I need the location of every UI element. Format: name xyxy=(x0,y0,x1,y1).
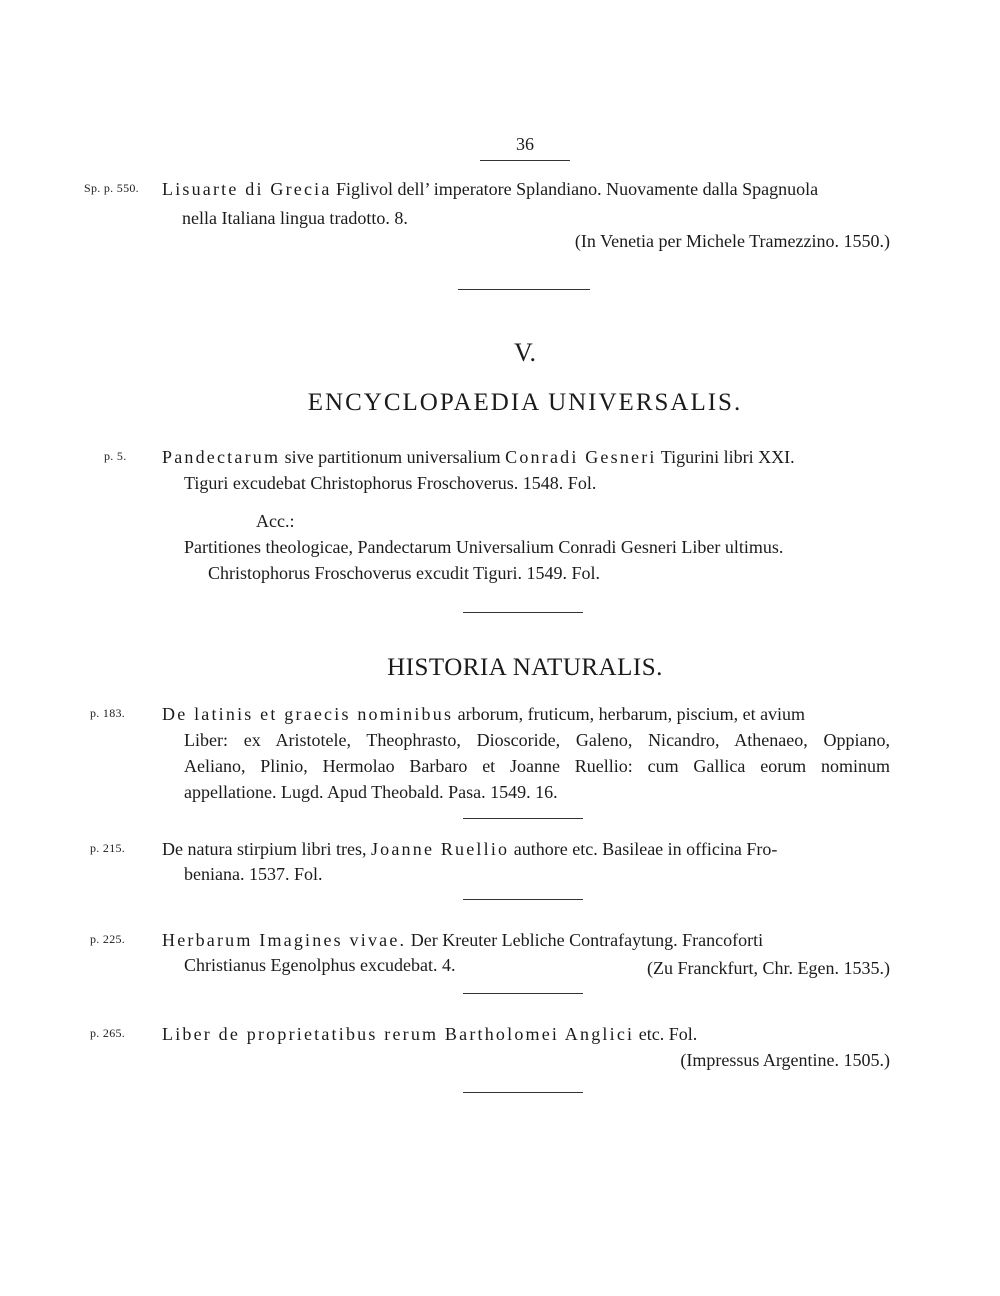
entry-line-1 xyxy=(162,177,818,201)
entry-text: Tigurini libri XXI. xyxy=(660,447,795,467)
entry-pandectarum xyxy=(84,445,890,585)
entry-liber-de-proprietatibus xyxy=(84,1022,890,1074)
entry-title: De latinis et graecis nominibus xyxy=(162,704,454,724)
entry-title: Liber de proprietatibus rerum Bartholomei Anglici xyxy=(162,1024,635,1044)
entry-text: sive partitionum universalium xyxy=(284,447,501,467)
separator-rule xyxy=(463,818,583,819)
entry-line-1 xyxy=(162,445,795,469)
entry-line-1 xyxy=(162,1022,697,1046)
entry-herbarum-imagines xyxy=(84,928,890,980)
entry-ref: p. 225. xyxy=(90,932,126,946)
acc-line-1: Partitiones theologicae, Pandectarum Universalium Conradi Gesneri Liber ultimus. xyxy=(184,537,784,557)
entry-line-1 xyxy=(162,928,763,952)
entry-line-1 xyxy=(162,702,805,726)
separator-rule xyxy=(458,289,590,290)
entry-line-2: Tiguri excudebat Christophorus Froschoverus. 1548. Fol. xyxy=(184,473,597,493)
acc-label: Acc.: xyxy=(256,511,295,531)
entry-title: Pandectarum xyxy=(162,447,281,467)
separator-rule xyxy=(463,1092,583,1093)
separator-rule xyxy=(463,993,583,994)
entry-line-1 xyxy=(162,837,777,861)
section-numeral: V. xyxy=(514,338,536,367)
page-number-rule xyxy=(480,160,570,161)
entry-ref: p. 265. xyxy=(90,1026,126,1040)
entry-de-natura-stirpium xyxy=(84,837,890,889)
entry-line-2: Christianus Egenolphus excudebat. 4. xyxy=(184,955,456,975)
entry-de-latinis xyxy=(84,702,890,806)
separator-rule xyxy=(463,612,583,613)
entry-text: authore etc. Basileae in officina Fro- xyxy=(513,839,778,859)
entry-text: Figlivol dell’ imperatore Splandiano. Nuovamente dalla Spagnuola xyxy=(336,179,819,199)
entry-title: Lisuarte di Grecia xyxy=(162,179,332,199)
entry-title: Herbarum Imagines vivae. xyxy=(162,930,407,950)
page-number: 36 xyxy=(516,134,534,154)
entry-ref: p. 183. xyxy=(90,706,126,720)
entry-ref: Sp. p. 550. xyxy=(84,181,139,195)
entry-line-2: beniana. 1537. Fol. xyxy=(184,864,323,884)
entry-ref: p. 5. xyxy=(104,449,127,463)
entry-text: Der Kreuter Lebliche Contrafaytung. Francoforti xyxy=(410,930,764,950)
entry-text: etc. Fol. xyxy=(638,1024,698,1044)
entry-line-3: Aeliano, Plinio, Hermolao Barbaro et Joanne Ruellio: cum Gallica eorum nominum xyxy=(184,756,890,776)
entry-line-2: nella Italiana lingua tradotto. 8. xyxy=(182,208,408,228)
entry-author: Joanne Ruellio xyxy=(370,839,510,859)
entry-line-4: appellatione. Lugd. Apud Theobald. Pasa. 1549. 16. xyxy=(184,782,558,802)
entry-text: arborum, fruticum, herbarum, piscium, et avium xyxy=(457,704,806,724)
entry-text: De natura stirpium libri tres, xyxy=(162,839,367,859)
separator-rule xyxy=(463,899,583,900)
entry-author: Conradi Gesneri xyxy=(505,447,657,467)
entry-imprint: (Impressus Argentine. 1505.) xyxy=(680,1050,890,1070)
entry-ref: p. 215. xyxy=(90,841,126,855)
entry-line-2: Liber: ex Aristotele, Theophrasto, Dioscoride, Galeno, Nicandro, Athenaeo, Oppiano, xyxy=(184,730,890,750)
section-title-encyclopaedia: ENCYCLOPAEDIA UNIVERSALIS. xyxy=(307,389,743,416)
entry-lisuarte xyxy=(84,177,890,257)
acc-line-2: Christophorus Froschoverus excudit Tiguri. 1549. Fol. xyxy=(208,563,601,583)
entry-imprint: (In Venetia per Michele Tramezzino. 1550.) xyxy=(574,231,890,251)
section-title-historia: HISTORIA NATURALIS. xyxy=(387,654,663,681)
entry-imprint: (Zu Franckfurt, Chr. Egen. 1535.) xyxy=(647,958,890,978)
